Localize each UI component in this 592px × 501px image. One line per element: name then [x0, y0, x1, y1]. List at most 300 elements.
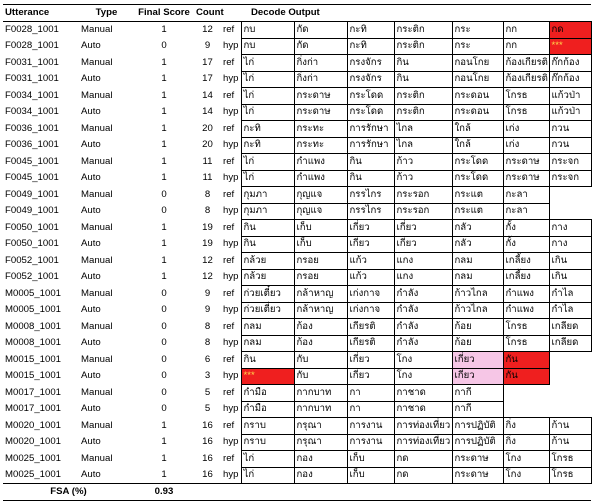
decode-token-cell: กุญแจ	[294, 203, 347, 220]
utterance-cell: M0005_1001	[5, 287, 62, 299]
table-row	[3, 104, 591, 121]
type-cell: Auto	[81, 304, 101, 316]
decode-token-cell: กาง	[549, 220, 591, 237]
decode-token-cell: กระโดด	[347, 88, 394, 105]
decode-token-cell: กะลา	[503, 203, 549, 220]
final-score-cell: 1	[161, 436, 167, 448]
type-cell: Auto	[81, 205, 101, 217]
decode-token-cell: กาง	[549, 236, 591, 253]
type-cell: Manual	[81, 353, 113, 365]
type-cell: Manual	[81, 122, 113, 134]
decode-token-cell: ก้อง	[294, 319, 347, 336]
utterance-cell: M0015_1001	[5, 370, 62, 382]
header-count: Count	[194, 5, 221, 22]
utterance-cell: F0045_1001	[5, 155, 59, 167]
decode-token-cell: เกลี้ยง	[503, 253, 549, 270]
decode-tag-cell: ref	[223, 320, 235, 332]
final-score-cell: 1	[161, 56, 167, 68]
decode-token-cell: กิน	[347, 170, 394, 187]
final-score-cell: 1	[161, 155, 167, 167]
decode-token-cell: กระดาษ	[503, 170, 549, 187]
decode-token-cell: โกรธ	[503, 335, 549, 352]
count-cell: 12	[202, 24, 213, 36]
decode-tag-cell: ref	[223, 122, 235, 134]
decode-token-cell: กัด	[294, 22, 347, 39]
type-cell: Manual	[81, 155, 113, 167]
decode-tag-cell: ref	[223, 386, 235, 398]
decode-token-cell: เก่ง	[503, 137, 549, 154]
utterance-cell: F0034_1001	[5, 89, 59, 101]
utterance-cell: F0031_1001	[5, 56, 59, 68]
decode-token-cell: ก้าว	[394, 170, 452, 187]
final-score-cell: 1	[161, 106, 167, 118]
decode-token-cell: กระติก	[394, 22, 452, 39]
decode-token-cell: ไก่	[241, 467, 294, 484]
decode-token-cell: กรุณา	[294, 418, 347, 435]
decode-token-cell: การรักษา	[347, 121, 394, 138]
decode-token-cell: กอนโกย	[452, 55, 503, 72]
table-row	[3, 187, 591, 204]
decode-token-cell: เก่งกาจ	[347, 286, 394, 303]
decode-token-cell: กาชาด	[394, 385, 452, 402]
decode-token-cell: กิน	[241, 236, 294, 253]
decode-token-cell: กระดาษ	[294, 88, 347, 105]
decode-token-cell: กำลัง	[394, 302, 452, 319]
table-row	[3, 335, 591, 352]
count-cell: 8	[204, 337, 211, 349]
decode-token-cell: กระทะ	[294, 137, 347, 154]
decode-token-cell: กระดาษ	[452, 467, 503, 484]
count-cell: 3	[204, 370, 211, 382]
final-score-cell: 0	[161, 337, 167, 349]
final-score-cell: 0	[161, 304, 167, 316]
decode-token-cell: ก๊กก้อง	[549, 55, 591, 72]
count-cell: 5	[204, 403, 211, 415]
type-cell: Auto	[81, 436, 101, 448]
decode-token-cell: เกี่ยว	[347, 352, 394, 369]
decode-token-cell: เกี่ยว	[452, 352, 503, 369]
final-score-cell: 0	[161, 205, 167, 217]
final-score-cell: 1	[161, 122, 167, 134]
decode-tag-cell: hyp	[223, 238, 239, 250]
decode-token-cell: เกลี้ยง	[503, 269, 549, 286]
decode-tag-cell: ref	[223, 89, 235, 101]
decode-token-cell: กะลา	[503, 187, 549, 204]
count-cell: 16	[202, 419, 213, 431]
utterance-cell: M0017_1001	[5, 386, 62, 398]
utterance-cell: M0005_1001	[5, 304, 62, 316]
decode-tag-cell: ref	[223, 221, 235, 233]
decode-token-cell: โกรธ	[503, 319, 549, 336]
decode-token-cell: แก้วป่า	[549, 104, 591, 121]
decode-tag-cell: hyp	[223, 436, 239, 448]
type-cell: Auto	[81, 469, 101, 481]
decode-token-cell: ก้าน	[549, 434, 591, 451]
decode-token-cell: กระโดด	[452, 154, 503, 171]
decode-token-cell: ใกล้	[452, 137, 503, 154]
decode-token-cell: กิน	[394, 55, 452, 72]
count-cell: 17	[202, 73, 213, 85]
decode-token-cell: กลม	[452, 253, 503, 270]
decode-token-cell: ก่วยเตี๋ยว	[241, 286, 294, 303]
decode-token-cell: การปฏิบัติ	[452, 434, 503, 451]
final-score-cell: 1	[161, 452, 167, 464]
decode-token-cell: กับ	[294, 368, 347, 385]
count-cell: 20	[202, 122, 213, 134]
decode-tag-cell: hyp	[223, 304, 239, 316]
final-score-cell: 0	[161, 188, 167, 200]
table-row	[3, 253, 591, 270]
decode-token-cell: กรรไกร	[347, 203, 394, 220]
decode-tag-cell: hyp	[223, 73, 239, 85]
decode-tag-cell: ref	[223, 155, 235, 167]
decode-token-cell: กับ	[294, 352, 347, 369]
decode-token-cell: กระดอน	[452, 104, 503, 121]
table-row	[3, 302, 591, 319]
decode-token-cell: กัด	[294, 38, 347, 55]
type-cell: Auto	[81, 139, 101, 151]
type-cell: Manual	[81, 254, 113, 266]
decode-token-cell: เกี่ยว	[394, 236, 452, 253]
utterance-cell: M0020_1001	[5, 419, 62, 431]
decode-token-cell: การท่องเที่ยว	[394, 434, 452, 451]
final-score-cell: 1	[161, 172, 167, 184]
decode-token-cell: เก่ง	[503, 121, 549, 138]
table-row	[3, 203, 591, 220]
decode-token-cell: เกิน	[549, 253, 591, 270]
decode-token-cell: กระโดด	[347, 104, 394, 121]
decode-token-cell: กำลัง	[394, 319, 452, 336]
table-row	[3, 220, 591, 237]
table-row	[3, 269, 591, 286]
table-row	[3, 467, 591, 484]
utterance-cell: F0036_1001	[5, 122, 59, 134]
type-cell: Auto	[81, 40, 101, 52]
decode-tag-cell: hyp	[223, 106, 239, 118]
count-cell: 6	[204, 353, 211, 365]
type-cell: Manual	[81, 320, 113, 332]
utterance-cell: F0049_1001	[5, 188, 59, 200]
utterance-cell: M0015_1001	[5, 353, 62, 365]
decode-token-cell: กล้วย	[241, 269, 294, 286]
decode-token-cell: โกง	[394, 352, 452, 369]
decode-tag-cell: ref	[223, 419, 235, 431]
decode-token-cell: ไก่	[241, 170, 294, 187]
table-row	[3, 434, 591, 451]
utterance-cell: F0034_1001	[5, 106, 59, 118]
final-score-cell: 0	[161, 403, 167, 415]
decode-token-cell: กล้วย	[241, 253, 294, 270]
count-cell: 8	[204, 320, 211, 332]
decode-token-cell: โกรธ	[503, 88, 549, 105]
decode-token-cell: แก้วป่า	[549, 88, 591, 105]
decode-token-cell: กัน	[503, 368, 549, 385]
decode-token-cell: แก้ว	[347, 253, 394, 270]
decode-token-cell: เกียรติ	[347, 319, 394, 336]
final-score-cell: 1	[161, 271, 167, 283]
decode-token-cell: กด	[549, 22, 591, 39]
decode-token-cell: กวน	[549, 121, 591, 138]
decode-token-cell: กั้ง	[503, 236, 549, 253]
final-score-cell: 1	[161, 238, 167, 250]
decode-token-cell: เก่งกาจ	[347, 302, 394, 319]
type-cell: Manual	[81, 56, 113, 68]
decode-token-cell: กะทิ	[241, 137, 294, 154]
count-cell: 11	[202, 172, 213, 184]
decode-token-cell: กัน	[503, 352, 549, 369]
count-cell: 8	[204, 188, 211, 200]
decode-token-cell: กระติก	[394, 104, 452, 121]
decode-token-cell: กลม	[241, 335, 294, 352]
decode-token-cell: ไก่	[241, 154, 294, 171]
count-cell: 5	[204, 386, 211, 398]
decode-token-cell: กะทิ	[241, 121, 294, 138]
decode-token-cell: กากี	[452, 401, 503, 418]
decode-tag-cell: ref	[223, 24, 235, 36]
decode-token-cell: ***	[241, 368, 294, 385]
decode-token-cell: โกรธ	[549, 467, 591, 484]
decode-token-cell: กระรอก	[394, 187, 452, 204]
final-score-cell: 0	[161, 353, 167, 365]
decode-token-cell: ก้าน	[549, 418, 591, 435]
decode-token-cell: กั้ง	[503, 220, 549, 237]
decode-token-cell: กระติก	[394, 88, 452, 105]
decode-token-cell: กำมือ	[241, 385, 294, 402]
count-cell: 14	[202, 106, 213, 118]
decode-token-cell: กำลัง	[394, 335, 452, 352]
decode-token-cell: ไกล	[394, 121, 452, 138]
decode-tag-cell: hyp	[223, 271, 239, 283]
type-cell: Manual	[81, 221, 113, 233]
decode-token-cell: กวน	[549, 137, 591, 154]
decode-token-cell: กำแพง	[503, 286, 549, 303]
decode-token-cell: ก้องเกียรติ	[503, 55, 549, 72]
decode-token-cell: ก้อย	[452, 335, 503, 352]
decode-token-cell: กะทิ	[347, 22, 394, 39]
count-cell: 9	[204, 40, 211, 52]
decode-token-cell: กระแต	[452, 187, 503, 204]
final-score-cell: 1	[161, 89, 167, 101]
type-cell: Auto	[81, 271, 101, 283]
decode-token-cell: กุญแจ	[294, 187, 347, 204]
count-cell: 16	[202, 436, 213, 448]
decode-tag-cell: hyp	[223, 403, 239, 415]
decode-token-cell: กล้าหาญ	[294, 302, 347, 319]
decode-token-cell: กิน	[347, 154, 394, 171]
decode-token-cell: เกี่ยว	[452, 368, 503, 385]
decode-token-cell: กำมือ	[241, 401, 294, 418]
decode-tag-cell: hyp	[223, 172, 239, 184]
decode-token-cell: โกง	[394, 368, 452, 385]
decode-tag-cell: hyp	[223, 139, 239, 151]
decode-token-cell: กำแพง	[294, 154, 347, 171]
decode-token-cell: ก้าวไกล	[452, 286, 503, 303]
decode-token-cell	[503, 385, 549, 402]
decode-token-cell: กิ่ง	[503, 418, 549, 435]
final-score-cell: 1	[161, 73, 167, 85]
decode-token-cell: กุมภา	[241, 187, 294, 204]
table-row	[3, 71, 591, 88]
decode-token-cell: ไก่	[241, 71, 294, 88]
decode-token-cell: เกี่ยว	[347, 236, 394, 253]
table-row	[3, 451, 591, 468]
decode-tag-cell: ref	[223, 452, 235, 464]
decode-token-cell: กรงจักร	[347, 55, 394, 72]
decode-token-cell: ก้าว	[394, 154, 452, 171]
utterance-cell: F0028_1001	[5, 40, 59, 52]
decode-token-cell: กระดาษ	[294, 104, 347, 121]
utterance-cell: F0052_1001	[5, 271, 59, 283]
decode-tag-cell: hyp	[223, 337, 239, 349]
decode-token-cell: กรอย	[294, 269, 347, 286]
final-score-cell: 1	[161, 139, 167, 151]
table-row	[3, 236, 591, 253]
decode-token-cell: โกง	[503, 451, 549, 468]
utterance-cell: M0025_1001	[5, 469, 62, 481]
count-cell: 12	[202, 254, 213, 266]
decode-token-cell: ก้องเกียรติ	[503, 71, 549, 88]
table-row	[3, 154, 591, 171]
final-score-cell: 1	[161, 254, 167, 266]
decode-token-cell: ก้าวไกล	[452, 302, 503, 319]
type-cell: Auto	[81, 370, 101, 382]
count-cell: 8	[204, 205, 211, 217]
utterance-cell: F0028_1001	[5, 24, 59, 36]
decode-tag-cell: ref	[223, 56, 235, 68]
type-cell: Auto	[81, 337, 101, 349]
footer-label: FSA (%)	[3, 484, 134, 501]
decode-tag-cell: ref	[223, 353, 235, 365]
final-score-cell: 0	[161, 386, 167, 398]
table-row	[3, 401, 591, 418]
utterance-cell: F0036_1001	[5, 139, 59, 151]
decode-token-cell	[549, 368, 591, 385]
decode-token-cell: ก้อง	[294, 335, 347, 352]
decode-token-cell: แกง	[394, 253, 452, 270]
decode-token-cell: กระติก	[394, 38, 452, 55]
table-row	[3, 55, 591, 72]
type-cell: Manual	[81, 188, 113, 200]
decode-token-cell: ไก่	[241, 88, 294, 105]
count-cell: 9	[204, 287, 211, 299]
count-cell: 20	[202, 139, 213, 151]
type-cell: Manual	[81, 287, 113, 299]
decode-token-cell: กรงจักร	[347, 71, 394, 88]
decode-token-cell: กะทิ	[347, 38, 394, 55]
decode-token-cell: กระทะ	[294, 121, 347, 138]
count-cell: 11	[202, 155, 213, 167]
decode-token-cell: กำลัง	[394, 286, 452, 303]
decode-token-cell: กระ	[452, 22, 503, 39]
type-cell: Auto	[81, 403, 101, 415]
decode-token-cell: กิน	[241, 220, 294, 237]
decode-token-cell: กำไล	[549, 286, 591, 303]
decode-token-cell: เกี่ยว	[394, 220, 452, 237]
decode-token-cell: กบ	[241, 22, 294, 39]
table-row	[3, 121, 591, 138]
utterance-cell: M0017_1001	[5, 403, 62, 415]
decode-token-cell: กราบ	[241, 418, 294, 435]
decode-token-cell: กรุณา	[294, 434, 347, 451]
decode-tag-cell: hyp	[223, 40, 239, 52]
decode-token-cell: ก้อย	[452, 319, 503, 336]
count-cell: 19	[202, 238, 213, 250]
type-cell: Manual	[81, 419, 113, 431]
decode-token-cell: ไก่	[241, 451, 294, 468]
table-row	[3, 352, 591, 369]
final-score-cell: 0	[161, 320, 167, 332]
utterance-cell: F0045_1001	[5, 172, 59, 184]
final-score-cell: 1	[161, 221, 167, 233]
decode-token-cell: เก็บ	[347, 467, 394, 484]
decode-token-cell: กำไล	[549, 302, 591, 319]
decode-token-cell: กรอย	[294, 253, 347, 270]
decode-token-cell: กากี	[452, 385, 503, 402]
count-cell: 14	[202, 89, 213, 101]
decode-token-cell: กระแต	[452, 203, 503, 220]
footer-row	[3, 484, 591, 501]
utterance-cell: F0050_1001	[5, 221, 59, 233]
type-cell: Manual	[81, 452, 113, 464]
decode-token-cell: กำแพง	[503, 302, 549, 319]
decode-token-cell: กลม	[241, 319, 294, 336]
utterance-cell: F0052_1001	[5, 254, 59, 266]
decode-token-cell: กอนโกย	[452, 71, 503, 88]
count-cell: 16	[202, 469, 213, 481]
header-utterance: Utterance	[3, 5, 79, 22]
decode-token-cell: เกี่ยว	[347, 368, 394, 385]
decode-token-cell: เกลียด	[549, 319, 591, 336]
decode-token-cell: แกง	[394, 269, 452, 286]
final-score-cell: 0	[161, 370, 167, 382]
decode-token-cell: กาชาด	[394, 401, 452, 418]
type-cell: Auto	[81, 73, 101, 85]
type-cell: Manual	[81, 24, 113, 36]
type-cell: Auto	[81, 106, 101, 118]
decode-token-cell: ก๊กก้อง	[549, 71, 591, 88]
decode-token-cell: กระดาษ	[452, 451, 503, 468]
decode-token-cell: กอง	[294, 451, 347, 468]
table-row	[3, 22, 591, 39]
decode-tag-cell: hyp	[223, 370, 239, 382]
decode-token-cell: กบ	[241, 38, 294, 55]
decode-token-cell: การรักษา	[347, 137, 394, 154]
decode-token-cell: กากบาท	[294, 401, 347, 418]
decode-token-cell: ก่วยเตี๋ยว	[241, 302, 294, 319]
decode-token-cell: กุมภา	[241, 203, 294, 220]
utterance-cell: M0020_1001	[5, 436, 62, 448]
decode-token-cell: กระดาษ	[503, 154, 549, 171]
decode-token-cell: กระดอน	[452, 88, 503, 105]
decode-token-cell: กิน	[394, 71, 452, 88]
decode-token-cell: กระโดด	[452, 170, 503, 187]
decode-token-cell: กิน	[241, 352, 294, 369]
decode-token-cell: แก้ว	[347, 269, 394, 286]
count-cell: 17	[202, 56, 213, 68]
decode-token-cell: กา	[347, 385, 394, 402]
table-body	[3, 22, 591, 484]
type-cell: Auto	[81, 238, 101, 250]
decode-token-cell: กก	[503, 22, 549, 39]
decode-token-cell	[549, 401, 591, 418]
final-score-cell: 0	[161, 287, 167, 299]
decode-tag-cell: hyp	[223, 469, 239, 481]
table-row	[3, 418, 591, 435]
table-row	[3, 137, 591, 154]
decode-token-cell: กากบาท	[294, 385, 347, 402]
decode-token-cell: โกง	[503, 467, 549, 484]
final-score-cell: 1	[161, 24, 167, 36]
